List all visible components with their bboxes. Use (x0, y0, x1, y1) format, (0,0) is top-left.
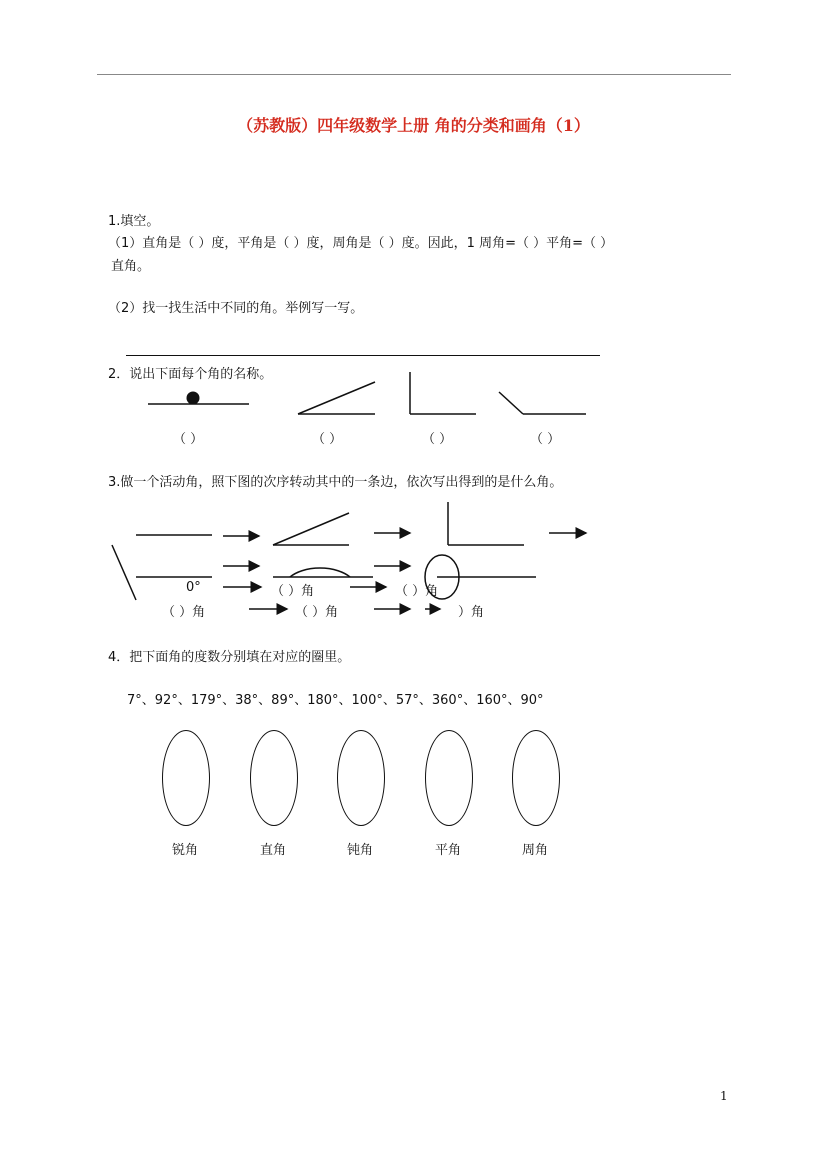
q3-blank-b: （ ）角 (395, 584, 439, 599)
q2-blank-2: （ ） (312, 432, 343, 447)
q2-figure-acute-angle (298, 382, 375, 414)
q3-zero-label: 0° (186, 580, 201, 595)
q3-blank-d: （ ）角 (295, 605, 339, 620)
label-right: 直角 (260, 843, 287, 858)
q2-blank-1: （ ） (173, 432, 204, 447)
oval-right[interactable] (250, 730, 298, 826)
oval-round[interactable] (512, 730, 560, 826)
q1-line1: （1）直角是（ ）度，平角是（ ）度，周角是（ ）度。因此，1 周角=（ ）平角=（ ） (108, 236, 614, 251)
q3-figure-acute (273, 513, 349, 545)
label-acute: 锐角 (172, 843, 199, 858)
page-title: （苏教版）四年级数学上册 角的分类和画角（1） (237, 116, 590, 135)
q2-figure-right-angle (410, 372, 476, 414)
q3-figure-straight (273, 568, 373, 577)
q4-heading: 4．把下面角的度数分别填在对应的圈里。 (108, 650, 351, 665)
q1-heading: 1.填空。 (108, 214, 160, 229)
q3-blank-e: ）角 (458, 605, 485, 620)
q3-blank-a: （ ）角 (271, 584, 315, 599)
q3-figure-round (425, 555, 536, 599)
q3-heading: 3.做一个活动角，照下图的次序转动其中的一条边，依次写出得到的是什么角。 (108, 475, 563, 490)
q2-blank-4: （ ） (530, 432, 561, 447)
q2-blank-3: （ ） (422, 432, 453, 447)
q1-line1-cont: 直角。 (111, 259, 151, 274)
q2-figure-straight-angle (148, 392, 249, 405)
label-round: 周角 (522, 843, 549, 858)
q2-heading: 2．说出下面每个角的名称。 (108, 367, 273, 382)
oval-obtuse[interactable] (337, 730, 385, 826)
q3-figure-right (448, 502, 524, 545)
q2-figure-obtuse-angle (499, 392, 586, 414)
label-straight: 平角 (435, 843, 462, 858)
label-obtuse: 钝角 (347, 843, 374, 858)
q1-line2: （2）找一找生活中不同的角。举例写一写。 (108, 301, 364, 316)
oval-straight[interactable] (425, 730, 473, 826)
page-number: 1 (720, 1089, 728, 1103)
q4-degree-list: 7°、92°、179°、38°、89°、180°、100°、57°、360°、160°、90° (127, 693, 544, 708)
oval-acute[interactable] (162, 730, 210, 826)
q3-blank-c: （ ）角 (162, 605, 206, 620)
